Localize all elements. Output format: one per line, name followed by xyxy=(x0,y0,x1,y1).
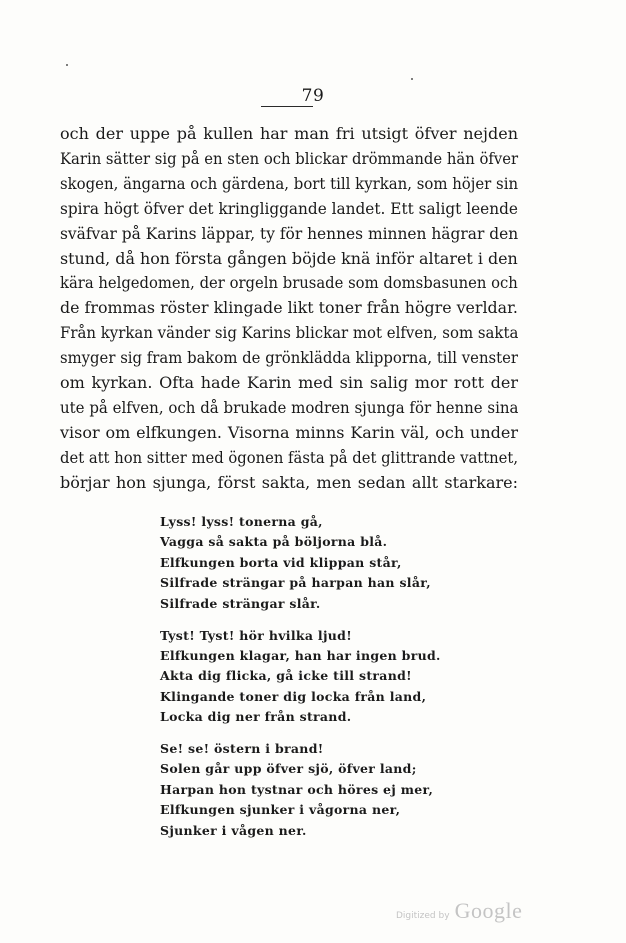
prose-line: ute på elfven, och då brukade modren sjunga för henne sina xyxy=(60,397,519,417)
poem-verse: Akta dig flicka, gå icke till strand! xyxy=(160,668,412,684)
scan-speck xyxy=(411,78,413,80)
page-number: 79 xyxy=(301,86,325,106)
poem-verse: Elfkungen sjunker i vågorna ner, xyxy=(160,802,401,818)
poem-verse: Vagga så sakta på böljorna blå. xyxy=(160,534,388,550)
prose-line: de frommas röster klingade likt toner från högre verldar. xyxy=(60,298,518,318)
poem-stanza xyxy=(160,512,441,614)
poem-verse: Harpan hon tystnar och höres ej mer, xyxy=(160,781,434,797)
prose-line: skogen, ängarna och gärdena, bort till kyrkan, som höjer sin xyxy=(60,173,519,193)
prose-line: stund, då hon första gången böjde knä inför altaret i den xyxy=(60,248,518,268)
prose-line: kära helgedomen, der orgeln brusade som domsbasunen och xyxy=(60,273,518,293)
poem-verse: Tyst! Tyst! hör hvilka ljud! xyxy=(160,627,352,643)
watermark-brand: Google xyxy=(454,898,523,923)
poem-verse: Klingande toner dig locka från land, xyxy=(160,688,427,704)
prose-line: det att hon sitter med ögonen fästa på det glittrande vattnet, xyxy=(60,447,519,467)
poem-verse: Silfrade strängar på harpan han slår, xyxy=(160,575,431,591)
digitized-watermark xyxy=(396,898,522,924)
poem xyxy=(160,512,441,853)
poem-stanza xyxy=(160,626,441,728)
poem-verse: Lyss! lyss! tonerna gå, xyxy=(160,514,323,529)
prose-body xyxy=(60,122,518,496)
prose-line: Från kyrkan vänder sig Karins blickar mot elfven, som sakta xyxy=(60,323,519,343)
prose-line: smyger sig fram bakom de grönklädda klipporna, till venster xyxy=(60,348,518,368)
prose-line: sväfvar på Karins läppar, ty för hennes minnen hägrar den xyxy=(60,223,519,243)
prose-line: visor om elfkungen. Visorna minns Karin väl, och under xyxy=(60,422,518,442)
poem-verse: Elfkungen borta vid klippan står, xyxy=(160,554,402,570)
scan-speck xyxy=(66,64,68,66)
prose-line: spira högt öfver det kringliggande landet. Ett saligt leende xyxy=(60,198,518,218)
prose-line: och der uppe på kullen har man fri utsigt öfver nejden xyxy=(60,124,518,143)
poem-verse: Solen går upp öfver sjö, öfver land; xyxy=(160,761,417,777)
poem-verse: Elfkungen klagar, han har ingen brud. xyxy=(160,647,441,663)
watermark-prefix: Digitized by xyxy=(396,911,450,921)
poem-verse: Silfrade strängar slår. xyxy=(160,595,321,611)
poem-verse: Locka dig ner från strand. xyxy=(160,709,352,725)
prose-line: börjar hon sjunga, först sakta, men sedan allt starkare: xyxy=(60,472,518,492)
poem-verse: Se! se! östern i brand! xyxy=(160,741,324,757)
poem-verse: Sjunker i vågen ner. xyxy=(160,822,307,838)
prose-line: om kyrkan. Ofta hade Karin med sin salig mor rott der xyxy=(60,373,518,393)
poem-stanza xyxy=(160,739,441,841)
page-number-rule xyxy=(261,106,313,107)
prose-line: Karin sätter sig på en sten och blickar drömmande hän öfver xyxy=(60,148,519,168)
